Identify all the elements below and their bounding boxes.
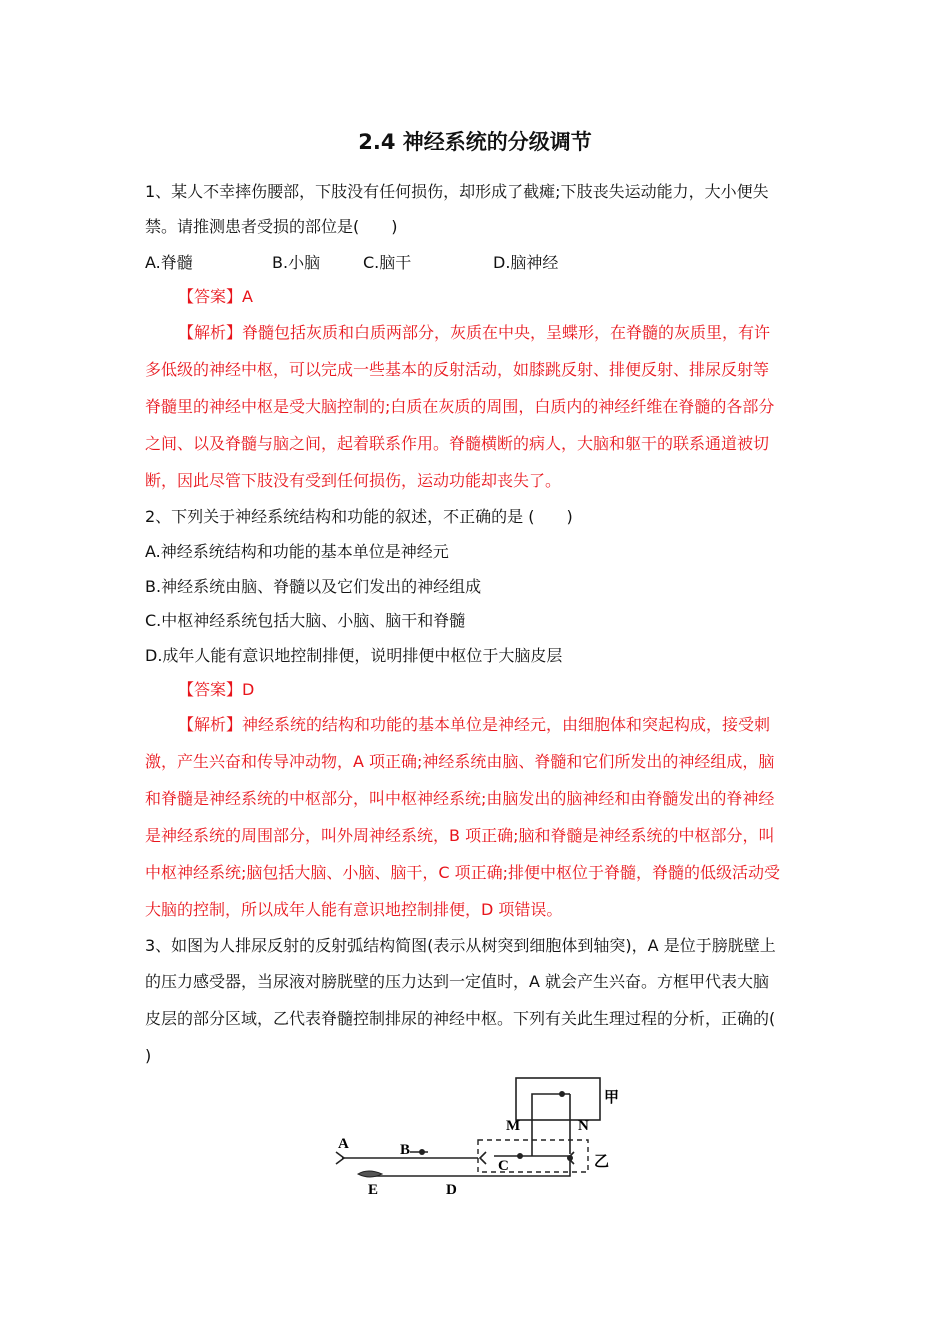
q1-analysis-line: 断，因此尽管下肢没有受到任何损伤，运动功能却丧失了。 xyxy=(145,471,562,490)
q2-option-d: D.成年人能有意识地控制排便，说明排便中枢位于大脑皮层 xyxy=(145,646,563,665)
q2-option-a: A.神经系统结构和功能的基本单位是神经元 xyxy=(145,542,449,561)
synapse-c xyxy=(480,1152,486,1164)
page-title: 2.4 神经系统的分级调节 xyxy=(358,130,592,154)
q1-option-c: C.脑干 xyxy=(363,253,412,272)
q1-stem-line2: 禁。请推测患者受损的部位是( ) xyxy=(145,217,398,236)
q2-analysis-line: 和脊髓是神经系统的中枢部分，叫中枢神经系统;由脑发出的脑神经和由脊髓发出的脊神经 xyxy=(145,789,775,808)
label-b: B xyxy=(400,1142,411,1158)
reflex-arc-diagram xyxy=(330,1070,630,1200)
q3-stem-line: ) xyxy=(145,1046,152,1065)
q1-stem-line1: 1、某人不幸摔伤腰部，下肢没有任何损伤，却形成了截瘫;下肢丧失运动能力，大小便失 xyxy=(145,182,769,201)
q1-analysis-line: 之间、以及脊髓与脑之间，起着联系作用。脊髓横断的病人，大脑和躯干的联系通道被切 xyxy=(145,434,770,453)
q2-analysis-line: 激，产生兴奋和传导冲动物，A 项正确;神经系统由脑、脊髓和它们所发出的神经组成，脑 xyxy=(145,752,775,771)
label-e: E xyxy=(368,1182,379,1198)
label-m: M xyxy=(506,1118,521,1134)
label-yi: 乙 xyxy=(594,1154,610,1170)
q1-option-d: D.脑神经 xyxy=(493,253,559,272)
receptor-a xyxy=(336,1152,344,1164)
jia-cell-body xyxy=(559,1091,565,1097)
q3-stem-line: 的压力感受器，当尿液对膀胱壁的压力达到一定值时，A 就会产生兴奋。方框甲代表大脑 xyxy=(145,972,770,991)
q1-analysis-line: 【解析】脊髓包括灰质和白质两部分，灰质在中央，呈蝶形，在脊髓的灰质里，有许 xyxy=(178,323,771,342)
q2-answer: 【答案】D xyxy=(178,680,255,699)
q2-stem: 2、下列关于神经系统结构和功能的叙述，不正确的是 ( ) xyxy=(145,507,573,526)
q1-answer: 【答案】A xyxy=(178,287,253,306)
q3-stem-line: 3、如图为人排尿反射的反射弧结构简图(表示从树突到细胞体到轴突)，A 是位于膀胱壁上 xyxy=(145,936,776,955)
q2-analysis-line: 【解析】神经系统的结构和功能的基本单位是神经元，由细胞体和突起构成，接受刺 xyxy=(178,715,771,734)
q2-analysis-line: 大脑的控制，所以成年人能有意识地控制排便，D 项错误。 xyxy=(145,900,563,919)
q1-analysis-line: 脊髓里的神经中枢是受大脑控制的;白质在灰质的周围，白质内的神经纤维在脊髓的各部分 xyxy=(145,397,775,416)
efferent-fiber xyxy=(372,1160,570,1176)
label-c: C xyxy=(498,1158,509,1174)
q1-option-b: B.小脑 xyxy=(272,253,321,272)
label-d: D xyxy=(446,1182,457,1198)
box-jia xyxy=(516,1078,600,1120)
label-jia: 甲 xyxy=(604,1090,620,1106)
q3-stem-line: 皮层的部分区域，乙代表脊髓控制排尿的神经中枢。下列有关此生理过程的分析，正确的( xyxy=(145,1009,776,1028)
q2-analysis-line: 中枢神经系统;脑包括大脑、小脑、脑干，C 项正确;排便中枢位于脊髓，脊髓的低级活动受 xyxy=(145,863,781,882)
q1-analysis-line: 多低级的神经中枢，可以完成一些基本的反射活动，如膝跳反射、排便反射、排尿反射等 xyxy=(145,360,770,379)
q2-option-b: B.神经系统由脑、脊髓以及它们发出的神经组成 xyxy=(145,577,482,596)
q2-option-c: C.中枢神经系统包括大脑、小脑、脑干和脊髓 xyxy=(145,611,466,630)
label-n: N xyxy=(578,1118,589,1134)
q1-option-a: A.脊髓 xyxy=(145,253,193,272)
q2-analysis-line: 是神经系统的周围部分，叫外周神经系统，B 项正确;脑和脊髓是神经系统的中枢部分，叫 xyxy=(145,826,775,845)
label-a: A xyxy=(338,1136,349,1152)
jia-neuron xyxy=(532,1094,568,1154)
